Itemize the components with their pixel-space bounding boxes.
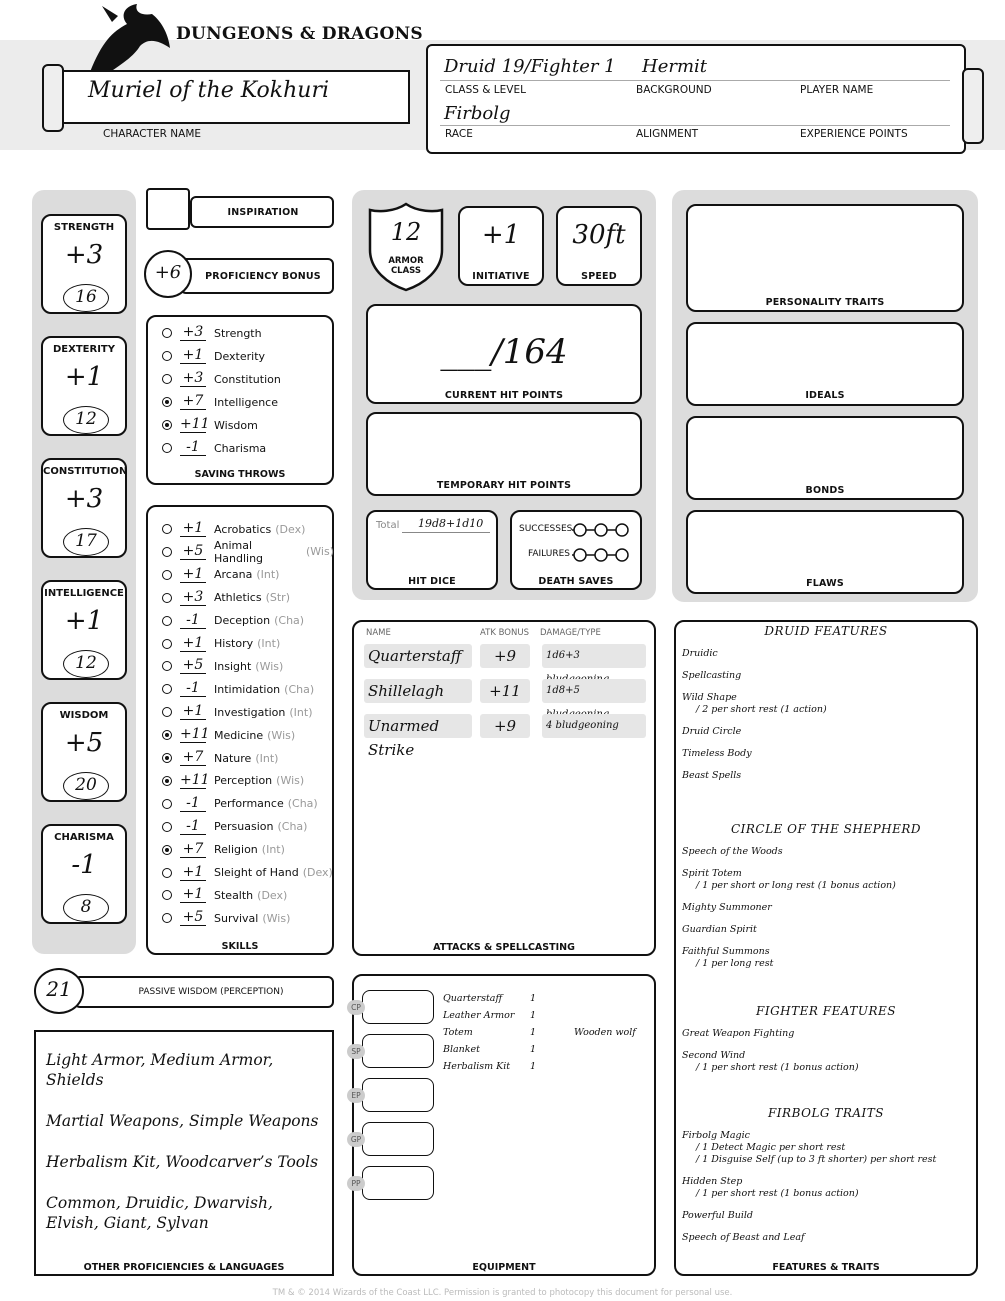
feature-spacer	[682, 682, 970, 692]
feature-name: Mighty Summoner	[682, 902, 772, 913]
skill-row	[148, 588, 334, 608]
feature-spacer	[682, 936, 970, 946]
equipment-item-name[interactable]: Quarterstaff	[443, 993, 503, 1004]
saving-throw-name: Dexterity	[214, 349, 266, 363]
feature-name: Timeless Body	[682, 748, 752, 759]
skill-name: Investigation	[214, 705, 286, 719]
skill-attribute: (Wis)	[305, 545, 334, 559]
saving-throw-name: Charisma	[214, 441, 267, 455]
equipment-item-name[interactable]: Herbalism Kit	[443, 1061, 511, 1072]
feature-name: Spellcasting	[682, 670, 742, 681]
skill-name: Religion	[214, 843, 258, 857]
proficiency-bubble[interactable]	[162, 684, 172, 694]
saving-throw-row	[148, 369, 334, 389]
skill-value[interactable]: +7	[180, 750, 206, 766]
skill-value[interactable]: +1	[180, 521, 206, 537]
success-checkboxes[interactable]	[572, 522, 632, 536]
ideals-label: IDEALS	[805, 390, 845, 401]
skill-name: Arcana	[214, 568, 253, 582]
speed-label: SPEED	[581, 271, 617, 282]
ability-score[interactable]: 17	[63, 528, 109, 556]
other-proficiencies-text[interactable]	[46, 1050, 326, 1254]
skill-attribute: (Cha)	[287, 797, 318, 811]
skill-row	[148, 748, 334, 768]
initiative-value[interactable]: +1	[481, 220, 521, 250]
feature-section-heading: CIRCLE OF THE SHEPHERD	[730, 822, 922, 836]
equipment-item-qty[interactable]: 1	[530, 1027, 537, 1038]
feature-spacer	[682, 914, 970, 924]
saving-throw-row	[148, 346, 334, 366]
feature-name: Guardian Spirit	[682, 924, 757, 935]
hit-dice-total-label: Total	[376, 520, 400, 531]
skill-attribute: (Dex)	[257, 888, 288, 902]
skill-row	[148, 771, 334, 791]
class-level-label: CLASS & LEVEL	[445, 84, 526, 96]
skill-name: Survival	[214, 911, 259, 925]
features-title: FEATURES & TRAITS	[772, 1262, 880, 1273]
info-box-right-scroll	[962, 68, 984, 144]
skill-value[interactable]: +5	[180, 910, 206, 926]
proficiency-bubble[interactable]	[162, 397, 172, 407]
skill-row	[148, 908, 334, 928]
skill-value[interactable]: +1	[180, 567, 206, 583]
coin-ep[interactable]	[351, 1078, 434, 1112]
attacks-header-damage: DAMAGE/TYPE	[540, 628, 601, 638]
proficiency-bubble[interactable]	[162, 420, 172, 430]
proficiency-label: PROFICIENCY BONUS	[205, 271, 321, 282]
header-rule-1	[440, 80, 950, 81]
feature-spacer	[682, 1222, 970, 1232]
feature-section-heading: FIGHTER FEATURES	[756, 1004, 896, 1018]
banner-scroll-left	[42, 64, 64, 132]
proficiency-bubble[interactable]	[162, 707, 172, 717]
feature-spacer	[682, 858, 970, 868]
ability-name: CONSTITUTION	[43, 466, 128, 477]
ability-dexterity	[41, 336, 127, 436]
skill-name: Intimidation	[214, 682, 281, 696]
flaws-label: FLAWS	[806, 578, 844, 589]
saving-throw-name: Wisdom	[214, 418, 258, 432]
footer-copyright: TM & © 2014 Wizards of the Coast LLC. Permission is granted to photocopy this document for personal use.	[272, 1288, 733, 1298]
equipment-item-qty[interactable]: 1	[530, 1061, 537, 1072]
proficiency-bubble[interactable]	[162, 753, 172, 763]
skill-name: Medicine	[214, 728, 264, 742]
feature-spacer	[682, 1074, 970, 1084]
skill-row	[148, 840, 334, 860]
race-label: RACE	[445, 128, 473, 140]
equipment-item-qty[interactable]: 1	[530, 1044, 537, 1055]
attacks-box	[352, 620, 656, 956]
coin-label: CP	[347, 1000, 365, 1015]
feature-name: Powerful Build	[682, 1210, 753, 1221]
feature-usage: / 2 per short rest (1 action)	[696, 704, 827, 715]
coin-label: SP	[347, 1044, 365, 1059]
skill-row	[148, 794, 334, 814]
proficiency-bubble[interactable]	[162, 351, 172, 361]
skill-row	[148, 863, 334, 883]
skill-value[interactable]: +1	[180, 636, 206, 652]
feature-usage: / 1 per short rest (1 bonus action)	[696, 1188, 859, 1199]
skill-row	[148, 679, 334, 699]
attacks-header-bonus: ATK BONUS	[480, 628, 529, 638]
proficiency-bubble[interactable]	[162, 799, 172, 809]
hit-dice-label: HIT DICE	[408, 576, 456, 587]
feature-name: Spirit Totem	[682, 868, 742, 879]
feature-section-heading: DRUID FEATURES	[764, 624, 888, 638]
personality-traits-label: PERSONALITY TRAITS	[765, 297, 885, 308]
failure-checkboxes[interactable]	[572, 547, 632, 561]
feature-usage: / 1 Detect Magic per short rest	[696, 1142, 846, 1153]
death-saves-label: DEATH SAVES	[538, 576, 614, 587]
skill-row	[148, 565, 334, 585]
skill-name: Animal Handling	[214, 538, 264, 565]
feature-spacer	[682, 1166, 970, 1176]
skill-row	[148, 885, 334, 905]
feature-spacer	[682, 1200, 970, 1210]
proficiency-line: Light Armor, Medium Armor, Shields	[46, 1051, 274, 1089]
armor-class-value[interactable]: 12	[390, 218, 422, 246]
proficiency-bubble[interactable]	[162, 730, 172, 740]
feature-spacer	[682, 892, 970, 902]
ability-name: STRENGTH	[53, 222, 115, 233]
feature-spacer	[682, 1244, 970, 1254]
feature-name: Hidden Step	[682, 1176, 743, 1187]
class-level[interactable]: Druid 19/Fighter 1	[444, 56, 616, 77]
equipment-title: EQUIPMENT	[472, 1262, 536, 1273]
skill-row	[148, 702, 334, 722]
initiative-label: INITIATIVE	[472, 271, 530, 282]
attack-damage[interactable]: 1d6+3	[542, 644, 646, 668]
bonds-label: BONDS	[805, 485, 845, 496]
ability-charisma	[41, 824, 127, 924]
proficiency-line: Herbalism Kit, Woodcarver’s Tools	[46, 1153, 319, 1171]
attacks-header-name: NAME	[366, 628, 391, 638]
ability-name: INTELLIGENCE	[44, 588, 124, 599]
proficiency-bubble[interactable]	[162, 570, 172, 580]
skill-row	[148, 656, 334, 676]
feature-spacer	[682, 1040, 970, 1050]
skill-attribute: (Cha)	[274, 614, 305, 628]
coin-gp[interactable]	[350, 1122, 434, 1156]
ability-modifier[interactable]: +1	[64, 362, 104, 392]
alignment-label: ALIGNMENT	[636, 128, 699, 140]
attack-row	[364, 679, 648, 705]
proficiency-bubble[interactable]	[162, 593, 172, 603]
proficiency-bubble[interactable]	[162, 776, 172, 786]
ability-name: WISDOM	[59, 710, 109, 721]
background-label: BACKGROUND	[636, 84, 712, 96]
ability-name: CHARISMA	[54, 832, 114, 843]
feature-name: Speech of the Woods	[682, 846, 783, 857]
skill-name: History	[214, 637, 254, 650]
equipment-item-name[interactable]: Totem	[443, 1027, 473, 1038]
skill-value[interactable]: -1	[180, 796, 206, 812]
proficiency-bubble[interactable]	[162, 868, 172, 878]
skill-attribute: (Cha)	[277, 820, 308, 834]
feature-spacer	[682, 660, 970, 670]
background[interactable]: Hermit	[642, 56, 708, 77]
saving-throw-value[interactable]: +3	[180, 325, 206, 341]
inspiration-label: INSPIRATION	[227, 207, 299, 218]
feature-spacer	[682, 716, 970, 726]
ability-modifier[interactable]: -1	[71, 850, 97, 880]
saving-throw-value[interactable]: +11	[180, 416, 210, 432]
feature-usage: / 1 per short or long rest (1 bonus action)	[696, 880, 896, 891]
saving-throw-name: Constitution	[214, 372, 281, 386]
equipment-item-qty[interactable]: 1	[530, 1010, 537, 1021]
armor-class-shield	[364, 200, 448, 292]
attack-bonus[interactable]: +9	[480, 644, 530, 668]
character-name[interactable]: Muriel of the Kokhuri	[88, 78, 330, 103]
skill-value[interactable]: +3	[180, 590, 206, 606]
ability-constitution	[41, 458, 127, 558]
proficiency-bubble[interactable]	[162, 913, 172, 923]
saving-throw-row	[148, 415, 334, 435]
passive-value[interactable]: 21	[46, 977, 72, 1001]
proficiency-bubble[interactable]	[162, 524, 172, 534]
skill-name: Performance	[214, 797, 284, 811]
skill-attribute: (Wis)	[267, 728, 296, 742]
feature-name: Speech of Beast and Leaf	[682, 1232, 805, 1243]
hit-dice-total-rule	[402, 532, 490, 533]
proficiency-bubble[interactable]	[162, 547, 172, 557]
feature-name: Firbolg Magic	[682, 1130, 750, 1141]
temp-hp-label: TEMPORARY HIT POINTS	[436, 480, 572, 491]
skill-name: Perception	[214, 774, 273, 788]
feature-name: Beast Spells	[682, 770, 742, 781]
attack-bonus[interactable]: +11	[480, 679, 530, 703]
skill-value[interactable]: +7	[180, 842, 206, 858]
proficiency-line: Common, Druidic, Dwarvish, Elvish, Giant, Sylvan	[46, 1194, 273, 1232]
attack-row	[364, 644, 648, 670]
equipment-item-name[interactable]: Leather Armor	[443, 1010, 515, 1021]
hit-dice-total[interactable]: 19d8+1d10	[418, 517, 484, 530]
attack-name[interactable]: Quarterstaff	[364, 644, 472, 668]
saving-throw-value[interactable]: +7	[180, 394, 206, 410]
saving-throws-box	[146, 315, 334, 485]
proficiency-bubble[interactable]	[162, 845, 172, 855]
skill-name: Nature	[214, 751, 252, 765]
ability-intelligence	[41, 580, 127, 680]
saving-throw-value[interactable]: +3	[180, 371, 206, 387]
feature-section-heading: FIRBOLG TRAITS	[767, 1106, 885, 1120]
ability-name: DEXTERITY	[53, 344, 115, 355]
equipment-item-note[interactable]: Wooden wolf	[574, 1027, 636, 1038]
saving-throw-name: Intelligence	[214, 395, 279, 409]
attack-damage[interactable]: 4 bludgeoning	[542, 714, 646, 738]
character-name-label: CHARACTER NAME	[103, 128, 202, 140]
coin-label: GP	[347, 1132, 365, 1147]
feature-usage: / 1 Disguise Self (up to 3 ft shorter) per short rest	[696, 1154, 937, 1165]
ability-modifier[interactable]: +3	[64, 484, 104, 514]
skill-value[interactable]: +1	[180, 704, 206, 720]
ability-score[interactable]: 20	[63, 772, 109, 800]
skill-attribute: (Wis)	[255, 659, 284, 673]
skill-attribute: (Int)	[261, 843, 285, 857]
coin-label: EP	[347, 1088, 365, 1103]
skill-row	[148, 817, 334, 837]
skill-attribute: (Cha)	[284, 682, 315, 696]
skill-name: Insight	[214, 659, 252, 673]
current-hp-label: CURRENT HIT POINTS	[444, 390, 564, 401]
equipment-item-name[interactable]: Blanket	[443, 1044, 480, 1055]
failures-label: FAILURES	[528, 549, 570, 559]
skill-attribute: (Wis)	[276, 774, 305, 788]
skill-value[interactable]: +5	[180, 544, 206, 560]
skills-title: SKILLS	[221, 941, 259, 952]
feature-name: Druid Circle	[682, 726, 742, 737]
skill-value[interactable]: +1	[180, 887, 206, 903]
attack-name[interactable]: Shillelagh	[364, 679, 472, 703]
feature-name: Second Wind	[682, 1050, 746, 1061]
proficiency-bubble[interactable]	[162, 616, 172, 626]
ability-score[interactable]: 12	[63, 650, 109, 678]
feature-usage: / 1 per long rest	[696, 958, 774, 969]
attacks-title: ATTACKS & SPELLCASTING	[433, 942, 575, 953]
skill-attribute: (Wis)	[262, 911, 291, 925]
skill-name: Deception	[214, 614, 271, 628]
dragon-logo	[82, 2, 172, 74]
skills-box	[146, 505, 334, 955]
header-rule-2	[440, 125, 950, 126]
skill-row	[148, 725, 334, 745]
saving-throw-name: Strength	[214, 326, 262, 340]
passive-label: PASSIVE WISDOM (PERCEPTION)	[138, 987, 284, 997]
current-hp-value[interactable]: ___/164	[440, 332, 568, 372]
feature-name: Wild Shape	[682, 692, 737, 703]
xp-label: EXPERIENCE POINTS	[800, 128, 908, 140]
proficiency-bubble[interactable]	[162, 374, 172, 384]
feature-spacer	[682, 760, 970, 770]
proficiency-bubble[interactable]	[162, 890, 172, 900]
skill-value[interactable]: -1	[180, 613, 206, 629]
ability-modifier[interactable]: +3	[64, 240, 104, 270]
coin-label: PP	[347, 1176, 365, 1191]
race[interactable]: Firbolg	[444, 103, 511, 124]
attack-bonus[interactable]: +9	[480, 714, 530, 738]
coin-cp[interactable]	[351, 990, 434, 1024]
skill-name: Athletics	[214, 591, 262, 605]
skill-name: Stealth	[214, 888, 254, 902]
skill-name: Persuasion	[214, 820, 274, 834]
proficiency-bubble[interactable]	[162, 443, 172, 453]
ability-score[interactable]: 12	[63, 406, 109, 434]
skill-value[interactable]: +11	[180, 771, 210, 788]
proficiency-line: Martial Weapons, Simple Weapons	[46, 1112, 319, 1130]
saving-throw-row	[148, 323, 334, 343]
skill-attribute: (Str)	[265, 591, 290, 605]
skill-name: Acrobatics	[214, 522, 272, 536]
skill-value[interactable]: -1	[180, 819, 206, 835]
skill-attribute: (Dex)	[302, 866, 333, 879]
proficiency-value[interactable]: +6	[154, 262, 182, 283]
skill-row	[148, 611, 334, 631]
feature-spacer	[682, 738, 970, 748]
successes-label: SUCCESSES	[519, 524, 573, 534]
skill-value[interactable]: +1	[180, 865, 206, 881]
proficiency-bubble[interactable]	[162, 639, 172, 649]
saving-throws-title: SAVING THROWS	[194, 469, 286, 480]
armor-class-label: ARMOR CLASS	[388, 256, 424, 276]
inspiration-input[interactable]	[146, 188, 190, 230]
saving-throw-value[interactable]: -1	[180, 440, 206, 456]
attack-damage[interactable]: 1d8+5	[542, 679, 646, 703]
ability-strength	[41, 214, 127, 314]
skill-value[interactable]: +5	[180, 658, 206, 674]
ability-wisdom	[41, 702, 127, 802]
ability-modifier[interactable]: +1	[64, 606, 104, 636]
attack-name[interactable]: Unarmed Strike	[364, 714, 472, 738]
saving-throw-row	[148, 438, 334, 458]
other-proficiencies-title: OTHER PROFICIENCIES & LANGUAGES	[83, 1262, 285, 1273]
feature-name: Great Weapon Fighting	[682, 1028, 795, 1039]
ability-modifier[interactable]: +5	[64, 728, 104, 758]
skill-attribute: (Int)	[257, 637, 281, 650]
skill-value[interactable]: -1	[180, 681, 206, 697]
feature-spacer	[682, 970, 970, 980]
skill-name: Sleight of Hand	[214, 866, 299, 879]
skill-attribute: (Dex)	[275, 522, 306, 536]
skill-attribute: (Int)	[255, 751, 279, 765]
proficiency-bubble[interactable]	[162, 822, 172, 832]
player-name-label: PLAYER NAME	[800, 84, 874, 96]
ability-score[interactable]: 16	[63, 284, 109, 312]
feature-name: Druidic	[682, 648, 718, 659]
personality-traits-box[interactable]	[686, 204, 964, 312]
proficiency-bubble[interactable]	[162, 328, 172, 338]
feature-name: Faithful Summons	[682, 946, 770, 957]
feature-usage: / 1 per short rest (1 bonus action)	[696, 1062, 859, 1073]
saving-throw-row	[148, 392, 334, 412]
proficiency-bubble[interactable]	[162, 661, 172, 671]
coin-pp[interactable]	[351, 1166, 434, 1200]
features-text[interactable]	[682, 624, 970, 1254]
skill-attribute: (Int)	[256, 568, 280, 582]
skill-attribute: (Int)	[289, 705, 313, 719]
skill-value[interactable]: +11	[180, 726, 210, 743]
other-proficiencies-box	[34, 1030, 334, 1276]
logo-text: DUNGEONS & DRAGONS	[176, 24, 423, 44]
skill-row	[148, 634, 334, 654]
coin-sp[interactable]	[351, 1034, 434, 1068]
speed-value[interactable]: 30ft	[572, 220, 626, 250]
skill-row	[148, 519, 334, 539]
feature-spacer	[682, 782, 970, 792]
skill-row	[148, 538, 334, 565]
equipment-item-qty[interactable]: 1	[530, 993, 537, 1004]
saving-throw-value[interactable]: +1	[180, 348, 206, 364]
ability-score[interactable]: 8	[63, 894, 109, 922]
attack-row	[364, 714, 648, 759]
